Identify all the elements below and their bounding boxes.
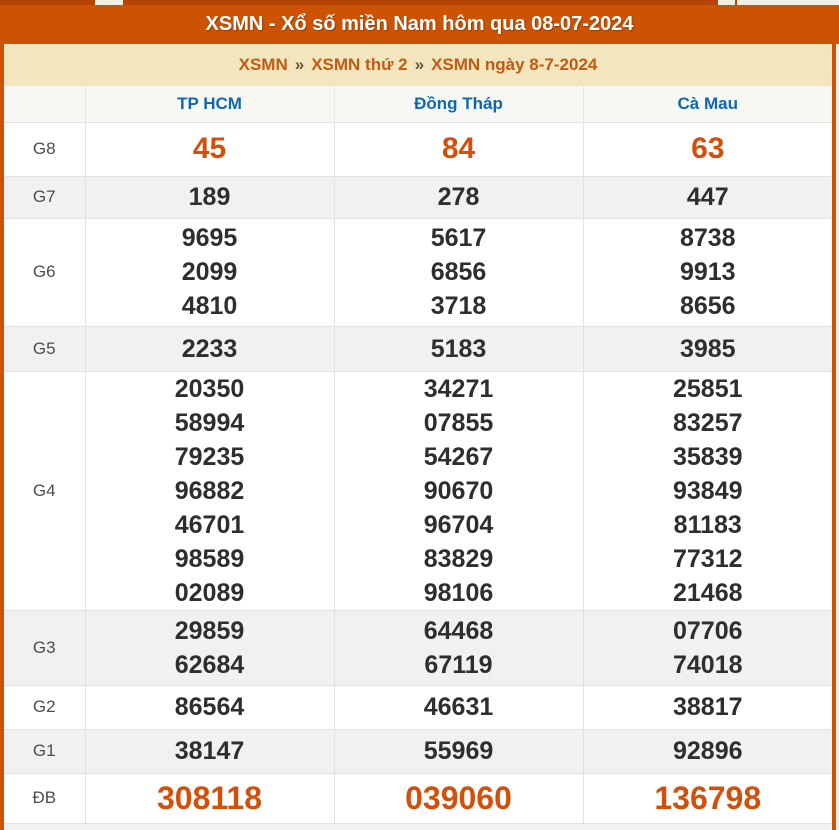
table-row (4, 176, 832, 218)
result-cell (334, 218, 583, 326)
page-title: XSMN - Xổ số miền Nam hôm qua 08-07-2024 (0, 5, 839, 44)
prize-number: 5617 (430, 223, 487, 252)
table-row (4, 371, 832, 610)
prize-column-header (4, 86, 85, 122)
result-cell (334, 685, 583, 729)
prize-number: 67119 (424, 650, 493, 679)
prize-number: 9695 (181, 223, 238, 252)
prize-number: 77312 (672, 544, 743, 573)
prize-number: 84 (441, 132, 476, 165)
breadcrumb-link[interactable]: XSMN (238, 55, 288, 74)
prize-number: 308118 (156, 780, 262, 817)
result-cell (583, 176, 832, 218)
prize-number: 63 (691, 132, 725, 165)
table-row (4, 326, 832, 371)
result-cell (583, 773, 832, 823)
result-cell (85, 773, 334, 823)
prize-label: G2 (4, 685, 85, 729)
prize-number: 3718 (430, 291, 487, 320)
column-header-tp-hcm[interactable]: TP HCM (85, 86, 334, 122)
prize-number: 96704 (423, 510, 494, 539)
prize-number: 189 (188, 183, 231, 211)
table-row (4, 773, 832, 823)
column-header-dong-thap[interactable]: Đồng Tháp (334, 86, 583, 122)
prize-number: 38147 (174, 737, 245, 765)
prize-label: G6 (4, 218, 85, 326)
prize-number: 4810 (181, 291, 238, 320)
table-row (4, 122, 832, 176)
result-cell (583, 685, 832, 729)
prize-number: 3985 (679, 334, 736, 363)
result-cell (583, 610, 832, 685)
result-cell (334, 773, 583, 823)
prize-number: 039060 (405, 780, 512, 817)
prize-number: 21468 (672, 578, 743, 607)
prize-number: 9913 (679, 257, 736, 286)
result-cell (583, 729, 832, 773)
prize-number: 74018 (672, 650, 743, 679)
prize-number: 46631 (423, 693, 494, 721)
prize-number: 46701 (174, 510, 245, 539)
prize-number: 86564 (174, 693, 245, 721)
prize-number: 45 (192, 132, 227, 165)
breadcrumb-separator: » (294, 55, 305, 74)
table-row (4, 610, 832, 685)
prize-number: 447 (686, 183, 729, 211)
prize-label: ĐB (4, 773, 85, 823)
result-cell (85, 176, 334, 218)
result-cell (85, 326, 334, 371)
prize-number: 98106 (423, 578, 494, 607)
result-cell (85, 729, 334, 773)
prize-number: 62684 (174, 650, 245, 679)
prize-number: 96882 (174, 476, 245, 505)
prize-number: 2233 (181, 334, 238, 363)
result-cell (334, 326, 583, 371)
prize-number: 20350 (174, 374, 245, 403)
result-cell (583, 122, 832, 176)
prize-number: 8656 (679, 291, 736, 320)
result-cell (334, 610, 583, 685)
prize-number: 25851 (672, 374, 743, 403)
column-header-ca-mau[interactable]: Cà Mau (583, 86, 832, 122)
result-cell (85, 685, 334, 729)
prize-label: G8 (4, 122, 85, 176)
menu-separator-line (735, 0, 737, 5)
prize-number: 07855 (423, 408, 494, 437)
result-cell (334, 371, 583, 610)
prize-label: G4 (4, 371, 85, 610)
breadcrumb-separator: » (414, 55, 425, 74)
result-cell (583, 326, 832, 371)
result-cell (85, 610, 334, 685)
prize-number: 6856 (430, 257, 487, 286)
prize-number: 35839 (672, 442, 743, 471)
table-row (4, 218, 832, 326)
menu-separator (95, 0, 123, 5)
result-cell (85, 218, 334, 326)
prize-number: 81183 (673, 510, 742, 539)
prize-number: 83829 (423, 544, 494, 573)
prize-number: 5183 (430, 334, 487, 363)
prize-number: 93849 (672, 476, 743, 505)
prize-number: 136798 (654, 780, 762, 817)
prize-number: 2099 (181, 257, 238, 286)
top-menu-edge (0, 0, 839, 5)
prize-label: G5 (4, 326, 85, 371)
prize-number: 38817 (672, 693, 743, 721)
prize-label: G7 (4, 176, 85, 218)
result-cell (85, 371, 334, 610)
result-cell (583, 218, 832, 326)
prize-number: 98589 (174, 544, 245, 573)
result-cell (583, 371, 832, 610)
prize-number: 79235 (174, 442, 245, 471)
result-cell (334, 176, 583, 218)
prize-number: 02089 (174, 578, 245, 607)
prize-number: 64468 (423, 616, 494, 645)
prize-number: 58994 (174, 408, 245, 437)
prize-number: 92896 (672, 737, 743, 765)
prize-number: 278 (437, 183, 480, 211)
prize-number: 90670 (423, 476, 494, 505)
prize-label: G1 (4, 729, 85, 773)
table-header-row (4, 86, 832, 122)
prize-number: 54267 (423, 442, 494, 471)
prize-number: 55969 (423, 737, 494, 765)
result-cell (85, 122, 334, 176)
breadcrumb-link[interactable]: XSMN thứ 2 (311, 55, 408, 74)
breadcrumb (4, 44, 832, 86)
prize-number: 83257 (672, 408, 743, 437)
prize-number: 34271 (423, 374, 494, 403)
result-cell (334, 729, 583, 773)
table-row (4, 685, 832, 729)
results-table (4, 86, 832, 823)
result-cell (334, 122, 583, 176)
prize-number: 8738 (679, 223, 736, 252)
prize-label: G3 (4, 610, 85, 685)
prize-number: 07706 (672, 616, 743, 645)
results-frame (0, 44, 836, 830)
prize-number: 29859 (174, 616, 245, 645)
table-row (4, 729, 832, 773)
breadcrumb-link[interactable]: XSMN ngày 8-7-2024 (431, 55, 598, 74)
